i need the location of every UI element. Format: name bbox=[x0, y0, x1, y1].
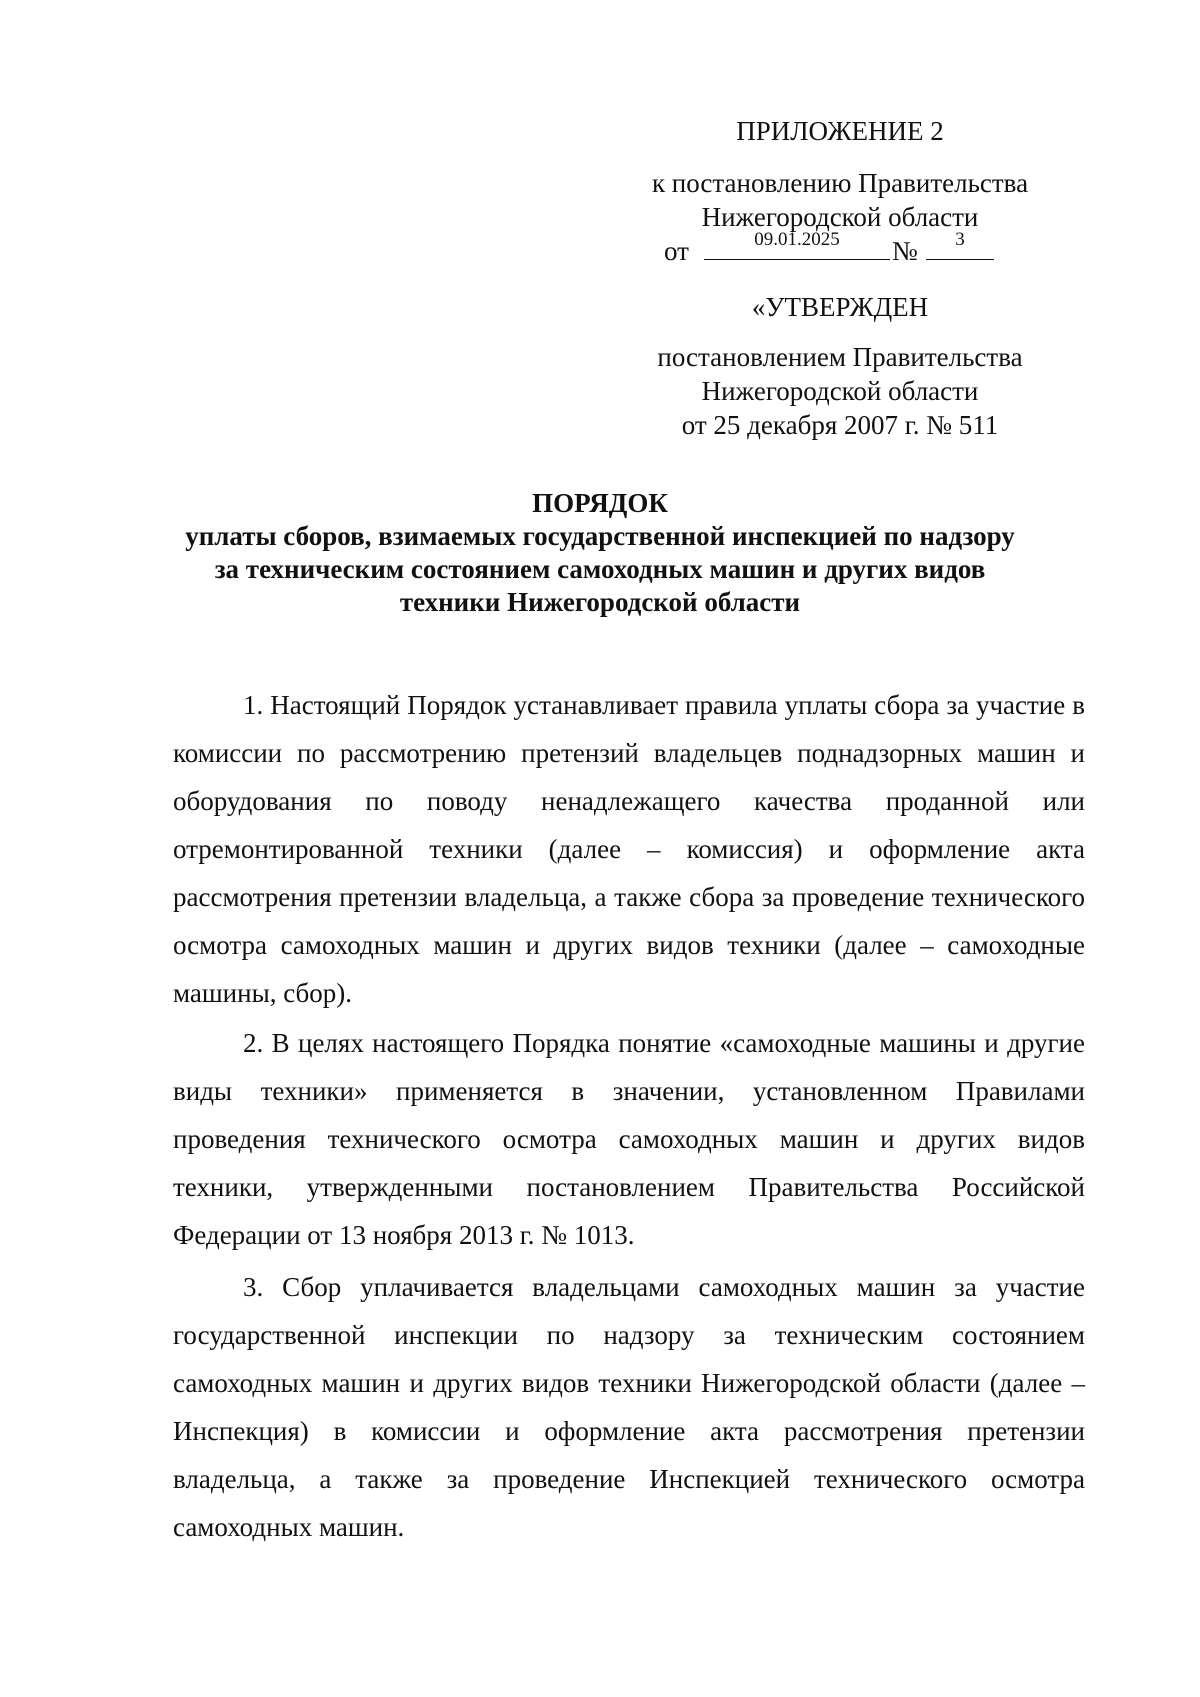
appendix-title: ПРИЛОЖЕНИЕ 2 bbox=[736, 116, 944, 146]
resolution-line-2: Нижегородской области bbox=[701, 202, 979, 232]
appendix-resolution-reference bbox=[600, 166, 1080, 268]
paragraph-3 bbox=[173, 1263, 1085, 1551]
approval-line-1: постановлением Правительства bbox=[657, 342, 1023, 372]
document-subtitle-line-3: техники Нижегородской области bbox=[399, 587, 801, 617]
document-subtitle-line-2: за техническим состоянием самоходных машин и других видов bbox=[214, 554, 986, 584]
number-underline bbox=[926, 259, 994, 260]
paragraph-1 bbox=[173, 681, 1085, 1017]
paragraph-2-text: 2. В целях настоящего Порядка понятие «самоходные машины и другие виды техники» применяется в значении, установленном Правилами проведения технического осмотра самоходных машин и других видов техники, утвержденными постановлением Правительства Российской Федерации от 13 ноября 2013 г. № 1013. bbox=[173, 1028, 1085, 1250]
approval-reference bbox=[600, 340, 1080, 442]
approval-line-3: от 25 декабря 2007 г. № 511 bbox=[681, 410, 999, 440]
resolution-number: 3 bbox=[955, 229, 965, 250]
number-prefix: № bbox=[892, 236, 918, 266]
document-title bbox=[160, 487, 1040, 619]
date-prefix: от bbox=[664, 236, 689, 266]
resolution-date: 09.01.2025 bbox=[754, 229, 840, 250]
date-underline bbox=[704, 259, 890, 260]
resolution-line-1: к постановлению Правительства bbox=[651, 168, 1029, 198]
document-subtitle-line-1: уплаты сборов, взимаемых государственной инспекцией по надзору bbox=[185, 521, 1015, 551]
resolution-date-number-line bbox=[600, 229, 1080, 268]
document-heading: ПОРЯДОК bbox=[532, 488, 668, 518]
approval-line-2: Нижегородской области bbox=[701, 376, 979, 406]
paragraph-1-text: 1. Настоящий Порядок устанавливает правила уплаты сбора за участие в комиссии по рассмотрению претензий владельцев поднадзорных машин и оборудования по поводу ненадлежащего качества проданной или отремонтированной техники (далее – комиссия) и оформление акта рассмотрения претензии владельца, а также сбора за проведение технического осмотра самоходных машин и других видов техники (далее – самоходные машины, сбор). bbox=[173, 690, 1085, 1008]
paragraph-2 bbox=[173, 1019, 1085, 1259]
paragraph-3-text: 3. Сбор уплачивается владельцами самоходных машин за участие государственной инспекции по надзору за техническим состоянием самоходных машин и других видов техники Нижегородской области (далее – Инспекция) в комиссии и оформление акта рассмотрения претензии владельца, а также за проведение Инспекцией технического осмотра самоходных машин. bbox=[173, 1272, 1085, 1542]
approval-title: «УТВЕРЖДЕН bbox=[751, 292, 929, 322]
